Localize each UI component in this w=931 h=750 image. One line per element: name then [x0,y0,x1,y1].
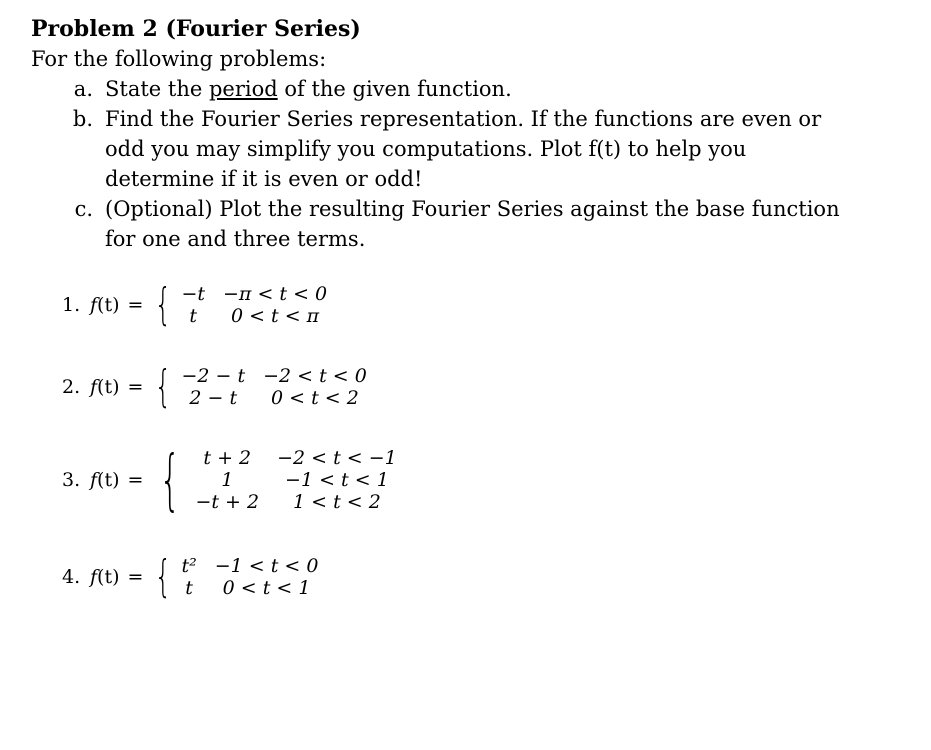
case-expression: −t [181,283,205,305]
case-condition: −π < t < 0 [223,283,328,305]
problem-4 [62,551,319,602]
case-expression: 1 [221,469,234,491]
instruction-text: Find the Fourier Series representation. If the functions are even or odd you may simplify you computations. Plot f(t) to help you determine if it is even or odd! [105,107,822,191]
instruction-list [31,74,911,254]
function-name: f [90,566,98,588]
instruction-item-a [31,74,911,104]
left-brace-icon: { [159,441,181,518]
problem-number: 1. [62,294,81,316]
problem-1 [62,279,328,330]
function-argument: (t) [97,469,120,491]
problem-heading: Problem 2 (Fourier Series) [31,16,361,42]
equals-sign: = [127,469,144,491]
instruction-text-start: State the [105,77,209,101]
function-name: f [90,469,98,491]
problem-3 [62,441,397,518]
case-condition: −1 < t < 1 [285,469,389,491]
function-lhs [90,376,120,398]
case-expression: 2 − t [189,387,238,409]
underlined-word: period [208,77,278,101]
equals-sign: = [127,566,144,588]
problem-number: 3. [62,469,81,491]
instruction-letter: a. [73,77,93,101]
case-condition: 0 < t < π [230,305,320,327]
function-name: f [90,294,98,316]
instruction-item-b [31,104,911,194]
function-lhs [90,294,120,316]
piecewise-cases [181,283,327,327]
piecewise-cases [195,447,396,513]
case-expression: −t + 2 [195,491,260,513]
case-condition: −2 < t < −1 [277,447,397,469]
case-expression: −2 − t [181,365,246,387]
case-condition: −2 < t < 0 [263,365,367,387]
piecewise-cases [181,555,318,599]
case-expression: t [189,305,198,327]
instruction-letter: b. [72,107,93,131]
function-argument: (t) [97,566,120,588]
instruction-letter: c. [74,197,93,221]
case-condition: 0 < t < 1 [222,577,311,599]
case-expression: t + 2 [203,447,252,469]
function-lhs [90,469,120,491]
case-expression: t [185,577,193,599]
problem-number: 2. [62,376,81,398]
case-condition: 1 < t < 2 [293,491,381,513]
function-argument: (t) [97,376,120,398]
instruction-text [105,74,845,104]
function-name: f [90,376,98,398]
left-brace-icon: { [155,361,172,412]
case-condition: −1 < t < 0 [214,555,319,577]
case-expression: t² [181,555,197,577]
equals-sign: = [127,294,144,316]
piecewise-cases [181,365,366,409]
case-condition: 0 < t < 2 [271,387,359,409]
problem-intro: For the following problems: [31,47,327,71]
instruction-text-end: of the given function. [277,77,512,101]
function-argument: (t) [97,294,120,316]
problem-2 [62,361,367,412]
left-brace-icon: { [155,551,172,602]
function-lhs [90,566,120,588]
document-page [31,14,911,254]
instruction-item-c [31,194,911,254]
left-brace-icon: { [155,279,172,330]
problem-number: 4. [62,566,81,588]
instruction-text: (Optional) Plot the resulting Fourier Series against the base function for one and three terms. [105,197,840,251]
equals-sign: = [127,376,144,398]
